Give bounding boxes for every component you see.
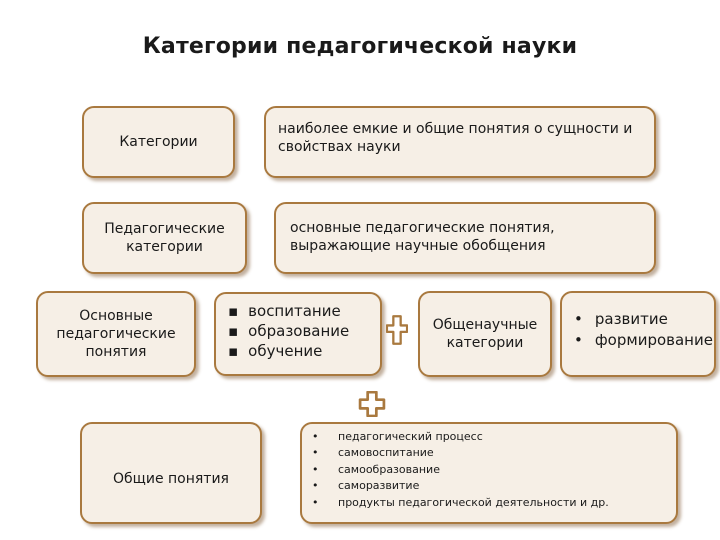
- pedagogical-categories-definition-box: [274, 202, 656, 274]
- general-concepts-list-box: [300, 422, 678, 524]
- list-item: • самообразование: [312, 462, 609, 479]
- general-scientific-categories-label: Общенаучные категории: [432, 317, 538, 351]
- categories-definition: наиболее емкие и общие понятия о сущности и свойствах науки: [278, 121, 633, 155]
- pedagogical-categories-definition: основные педагогические понятия, выражающие научные обобщения: [290, 220, 555, 254]
- list-item: • саморазвитие: [312, 478, 609, 495]
- list-item: ▪ обучение: [228, 341, 349, 361]
- basic-concepts-label: Основные педагогические понятия: [56, 308, 176, 360]
- basic-concepts-list-box: [214, 292, 382, 376]
- general-concepts-box: [80, 422, 262, 524]
- list-item: ▪ воспитание: [228, 301, 349, 321]
- categories-label: Категории: [119, 134, 198, 150]
- categories-definition-box: [264, 106, 656, 178]
- categories-box: [82, 106, 235, 178]
- list-item: • самовоспитание: [312, 445, 609, 462]
- general-scientific-list: [574, 309, 713, 351]
- general-scientific-categories-box: [418, 291, 552, 377]
- list-item: ▪ образование: [228, 321, 349, 341]
- plus-icon: [386, 315, 408, 345]
- general-concepts-list: [312, 429, 609, 512]
- list-item: • педагогический процесс: [312, 429, 609, 446]
- plus-icon: [358, 391, 386, 417]
- general-scientific-list-box: [560, 291, 716, 377]
- list-item: • продукты педагогической деятельности и др.: [312, 495, 609, 512]
- pedagogical-categories-box: [82, 202, 247, 274]
- general-concepts-label: Общие понятия: [113, 471, 229, 487]
- basic-concepts-box: [36, 291, 196, 377]
- list-item: • развитие: [574, 309, 713, 330]
- page-title: Категории педагогической науки: [142, 34, 578, 59]
- pedagogical-categories-label: Педагогические категории: [104, 221, 225, 255]
- list-item: • формирование: [574, 330, 713, 351]
- basic-concepts-list: [228, 301, 349, 361]
